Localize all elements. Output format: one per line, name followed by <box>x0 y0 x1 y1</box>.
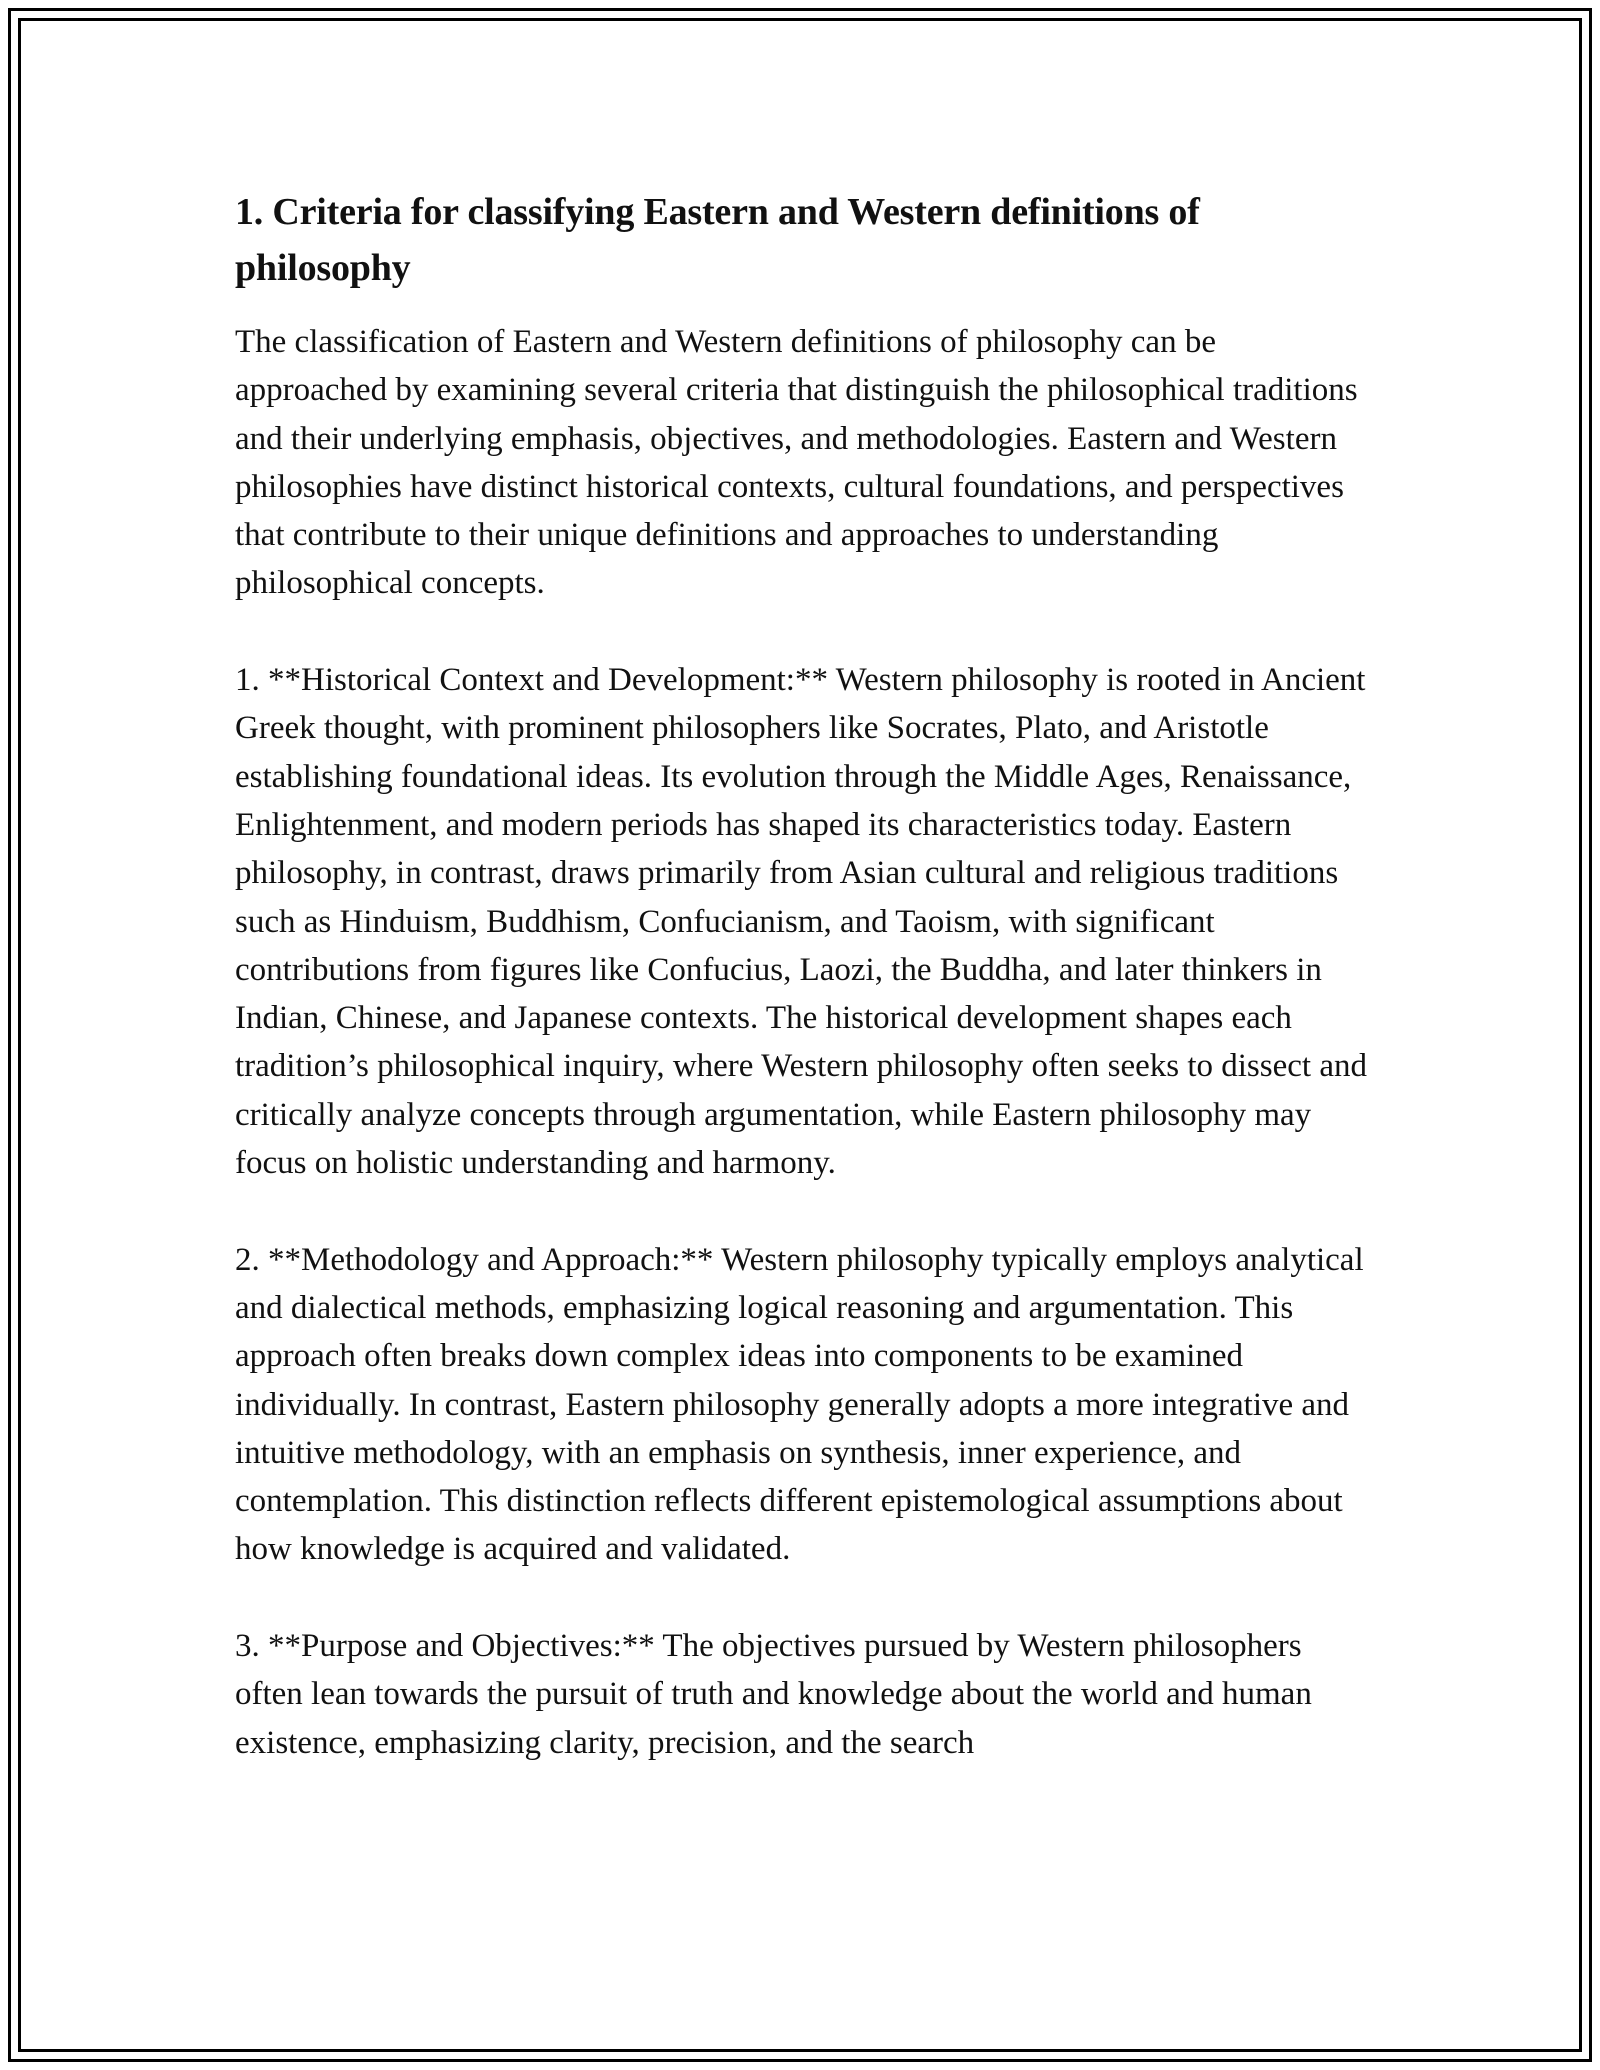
criterion-methodology-paragraph: 2. **Methodology and Approach:** Western philosophy typically employs analytical and dialectical methods, emphasizing logical reasoning and argumentation. This approach often breaks down complex ideas into components to be examined individually. In contrast, Eastern philosophy generally adopts a more integrative and intuitive methodology, with an emphasis on synthesis, inner experience, and contemplation. This distinction reflects different epistemological assumptions about how knowledge is acquired and validated. <box>235 1241 1364 1568</box>
document-body <box>235 184 1375 1815</box>
intro-paragraph: The classification of Eastern and Western definitions of philosophy can be approached by examining several criteria that distinguish the philosophical traditions and their underlying emphasis, objectives, and methodologies. Eastern and Western philosophies have distinct historical contexts, cultural foundations, and perspectives that contribute to their unique definitions and approaches to understanding philosophical concepts. <box>235 324 1358 602</box>
criterion-purpose-paragraph: 3. **Purpose and Objectives:** The objectives pursued by Western philosophers often lean towards the pursuit of truth and knowledge about the world and human existence, emphasizing clarity, precision, and the search <box>235 1628 1312 1761</box>
criterion-historical-context-paragraph: 1. **Historical Context and Development:** Western philosophy is rooted in Ancient Greek thought, with prominent philosophers like Socrates, Plato, and Aristotle establishing foundational ideas. Its evolution through the Middle Ages, Renaissance, Enlightenment, and modern periods has shaped its characteristics today. Eastern philosophy, in contrast, draws primarily from Asian cultural and religious traditions such as Hinduism, Buddhism, Confucianism, and Taoism, with significant contributions from figures like Confucius, Laozi, the Buddha, and later thinkers in Indian, Chinese, and Japanese contexts. The historical development shapes each tradition’s philosophical inquiry, where Western philosophy often seeks to dissect and critically analyze concepts through argumentation, while Eastern philosophy may focus on holistic understanding and harmony. <box>235 662 1367 1182</box>
section-heading: 1. Criteria for classifying Eastern and Western definitions of philosophy <box>235 191 1200 289</box>
